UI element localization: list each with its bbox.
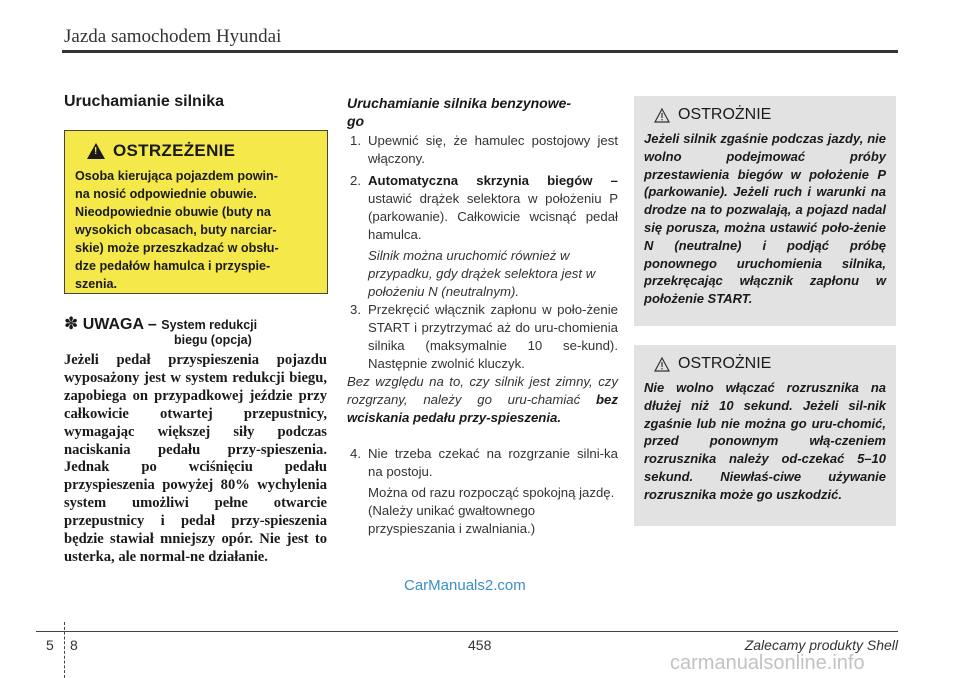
warning-line: wysokich obcasach, buty narciar- [75, 223, 277, 237]
subsection-title [347, 94, 617, 130]
step-text: Przekręcić włącznik zapłonu w poło-żenie START i przytrzymać aż do uru-chomienia silnika (maksymalnie 10 se-kund). Następnie zwolnić kluczyk. [368, 302, 618, 371]
step-1 [350, 132, 618, 168]
note-star-icon: ✽ [64, 314, 79, 333]
caution-title: OSTROŻNIE [678, 355, 772, 372]
step-text-rest: ustawić drążek selektora w położeniu P (parkowanie). Całkowicie wcisnąć pedał hamulca. [368, 191, 618, 242]
warning-header [87, 141, 319, 161]
warning-triangle-icon [87, 143, 105, 159]
free-text: Bez względu na to, czy silnik jest zimny, czy rozgrzany, należy go uru-chamiać [347, 374, 618, 407]
step-number: 4. [350, 446, 361, 461]
footer-rule [36, 631, 898, 632]
note-subtitle: System redukcji [161, 318, 258, 332]
step-number: 2. [350, 173, 361, 188]
note-subtitle-2: biegu (opcja) [174, 333, 252, 347]
warning-title: OSTRZEŻENIE [113, 141, 236, 160]
warning-line: Nieodpowiednie obuwie (buty na [75, 205, 271, 219]
step-3 [350, 301, 618, 373]
section-title: Uruchamianie silnika [64, 93, 225, 110]
step-4-note-text: Można od razu rozpocząć spokojną jazdę. (Należy unikać gwałtownego przyspieszania i zwalniania.) [368, 485, 615, 536]
caution-header [654, 106, 886, 124]
warning-line: na nosić odpowiednie obuwie. [75, 187, 257, 201]
note-label: UWAGA – [82, 316, 157, 333]
chapter-page: 8 [70, 637, 78, 653]
step-bold: Automatyczna skrzynia biegów – [368, 173, 618, 188]
warning-box [64, 130, 328, 294]
warning-text [75, 167, 319, 293]
warning-line: dze pedałów hamulca i przyspie- [75, 259, 271, 273]
middle-free-text [347, 373, 618, 427]
footer-divider [64, 622, 65, 678]
warning-line: Osoba kierująca pojazdem powin- [75, 169, 278, 183]
header-rule [62, 50, 898, 53]
caution-box-1 [634, 96, 896, 326]
step-text [368, 172, 618, 244]
caution-text: Jeżeli silnik zgaśnie podczas jazdy, nie wolno podejmować próby przestawienia biegów w położenie P (parkowanie). Jeżeli ruch i warunki na drodze na to pozwalają, a pojazd nadal się porusza, można ustawić poło-żenie N (neutralne) i podjąć próbę ponownego uruchomienia silnika, przekręcając włącznik zapłonu w położenie START. [644, 131, 886, 307]
warning-line: szenia. [75, 277, 117, 291]
caution-box-2 [634, 345, 896, 526]
free-text-bold: bez wciskania pedału przy-spieszenia. [347, 392, 618, 425]
footer-watermark[interactable]: carmanualsonline.info [670, 652, 865, 674]
caution-triangle-icon [654, 357, 670, 372]
step-4-note [368, 484, 618, 538]
subsection-title-line: Uruchamianie silnika benzynowe- [347, 95, 572, 111]
step-2-note: Silnik można uruchomić również w przypadku, gdy drążek selektora jest w położeniu N (neutralnym). [368, 248, 596, 299]
step-text: Nie trzeba czekać na rozgrzanie silni-ka na postoju. [368, 446, 618, 479]
page-number: 458 [468, 637, 492, 653]
step-number: 3. [350, 302, 361, 317]
subsection-title-line: go [347, 113, 365, 129]
step-4 [350, 445, 618, 481]
footer-title: Zalecamy produkty Shell [744, 637, 898, 653]
note-body: Jeżeli pedał przyspieszenia pojazdu wyposażony jest w system redukcji biegu, zapobiega on przypadkowej jeździe przy całkowicie otwartej przepustnicy, wymagając większej siły podczas naciskania pedału przy-spieszenia. Jednak po wciśnięciu pedału przyspieszenia powyżej 80% wychylenia system umożliwi pełne otwarcie przepustnicy i pedał przy-spieszenia będzie stawiał mniejszy opór. Nie jest to usterka, ale normal-ne działanie. [64, 352, 327, 565]
step-number: 1. [350, 133, 361, 148]
caution-text: Nie wolno włączać rozrusznika na dłużej niż 10 sekund. Jeżeli sil-nik zgaśnie lub nie można go uru-chomić, przed ponownym włą-czeniem rozrusznika należy od-czekać 5–10 sekund. Niewłaś-ciwe używanie rozrusznika może go uszkodzić. [644, 380, 886, 502]
header-title: Jazda samochodem Hyundai [64, 26, 282, 47]
note-heading [64, 314, 257, 334]
caution-triangle-icon [654, 108, 670, 123]
warning-line: skie) może przeszkadzać w obsłu- [75, 241, 279, 255]
caution-header [654, 355, 886, 373]
chapter-number: 5 [46, 637, 54, 653]
step-2 [350, 172, 618, 244]
caution-title: OSTROŻNIE [678, 106, 772, 123]
step-text: Upewnić się, że hamulec postojowy jest włączony. [368, 133, 618, 166]
watermark-link[interactable]: CarManuals2.com [404, 577, 526, 594]
